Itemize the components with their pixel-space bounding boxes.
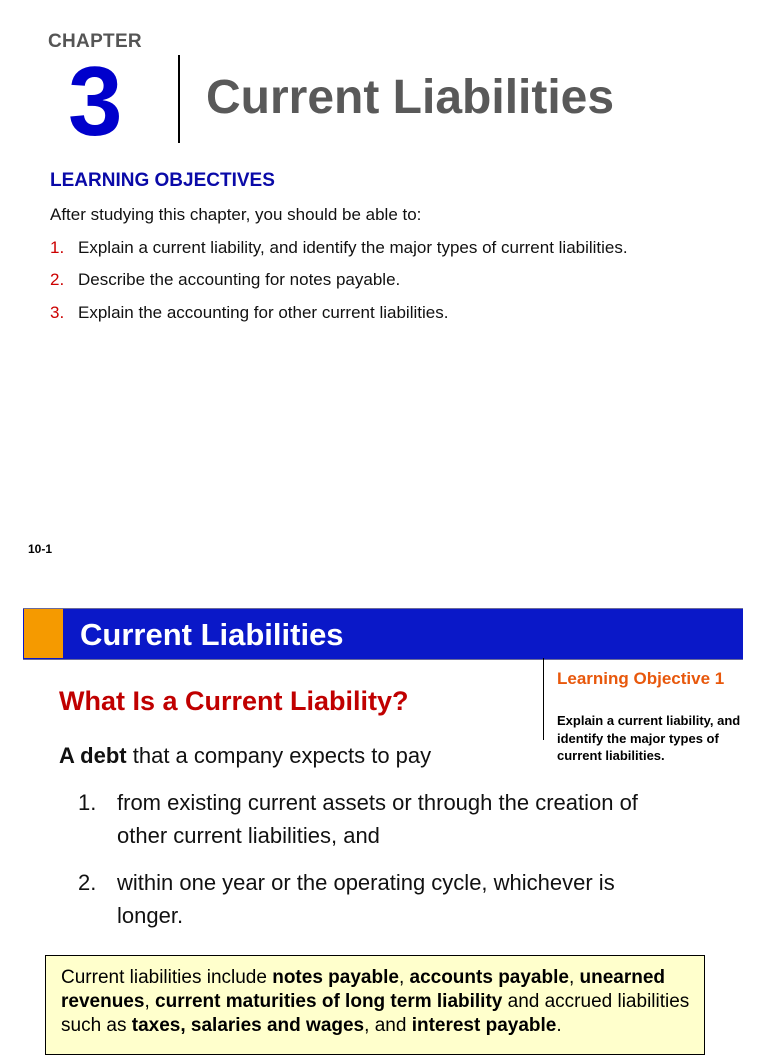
objective-number: 2. (50, 270, 65, 289)
list-number: 1. (78, 790, 97, 815)
callout-bold-term: interest payable (411, 1014, 557, 1036)
objective-number: 1. (50, 238, 65, 257)
callout-text: and accrued liabilities such as (61, 990, 690, 1036)
definition-list-item (78, 866, 678, 933)
title-divider (178, 55, 180, 143)
chapter-number: 3 (68, 46, 123, 156)
side-objective-text: Explain a current liability, and identify the major types of current liabilities. (557, 713, 741, 764)
header-accent-block (24, 609, 63, 658)
definition-rest: that a company expects to pay (126, 743, 432, 768)
callout-bold-term: accounts payable (409, 967, 569, 988)
side-panel-divider (543, 658, 544, 740)
callout-text: , (568, 967, 580, 988)
learning-objective-item (50, 270, 400, 290)
objective-text: Describe the accounting for notes payable. (78, 270, 401, 289)
callout-text: . (556, 1014, 562, 1036)
callout-text: , (144, 990, 156, 1012)
list-number: 2. (78, 870, 97, 895)
learning-objectives-heading: LEARNING OBJECTIVES (50, 170, 275, 191)
callout-text: Current liabilities include (61, 967, 273, 988)
callout-text: , (398, 967, 410, 988)
definition-list-item (78, 786, 678, 853)
definition-term: A debt (59, 743, 127, 768)
objective-text: Explain the accounting for other current liabilities. (78, 303, 449, 322)
learning-objective-item (50, 238, 628, 258)
list-text: within one year or the operating cycle, whichever is longer. (117, 870, 615, 929)
callout-text: , and (364, 1014, 412, 1036)
callout-bold-term: current maturities of long term liability (155, 990, 503, 1012)
definition-text (59, 743, 431, 769)
side-objective-title: Learning Objective 1 (557, 669, 725, 688)
chapter-title: Current Liabilities (206, 71, 615, 124)
slide-number: 10-1 (28, 542, 53, 556)
section-question: What Is a Current Liability? (59, 686, 409, 716)
callout-bold-term: unearned revenues (61, 967, 666, 1012)
learning-objective-item (50, 303, 448, 323)
slide-header-title: Current Liabilities (80, 617, 344, 652)
chapter-label: CHAPTER (48, 31, 142, 52)
callout-box (45, 955, 705, 1055)
list-text: from existing current assets or through the creation of other current liabilities, and (117, 790, 638, 849)
callout-bold-term: notes payable (272, 967, 399, 988)
objective-number: 3. (50, 303, 65, 322)
learning-objectives-intro: After studying this chapter, you should be able to: (50, 205, 422, 224)
callout-bold-term: taxes, salaries and wages (131, 1014, 365, 1036)
objective-text: Explain a current liability, and identify the major types of current liabilities. (78, 238, 628, 257)
